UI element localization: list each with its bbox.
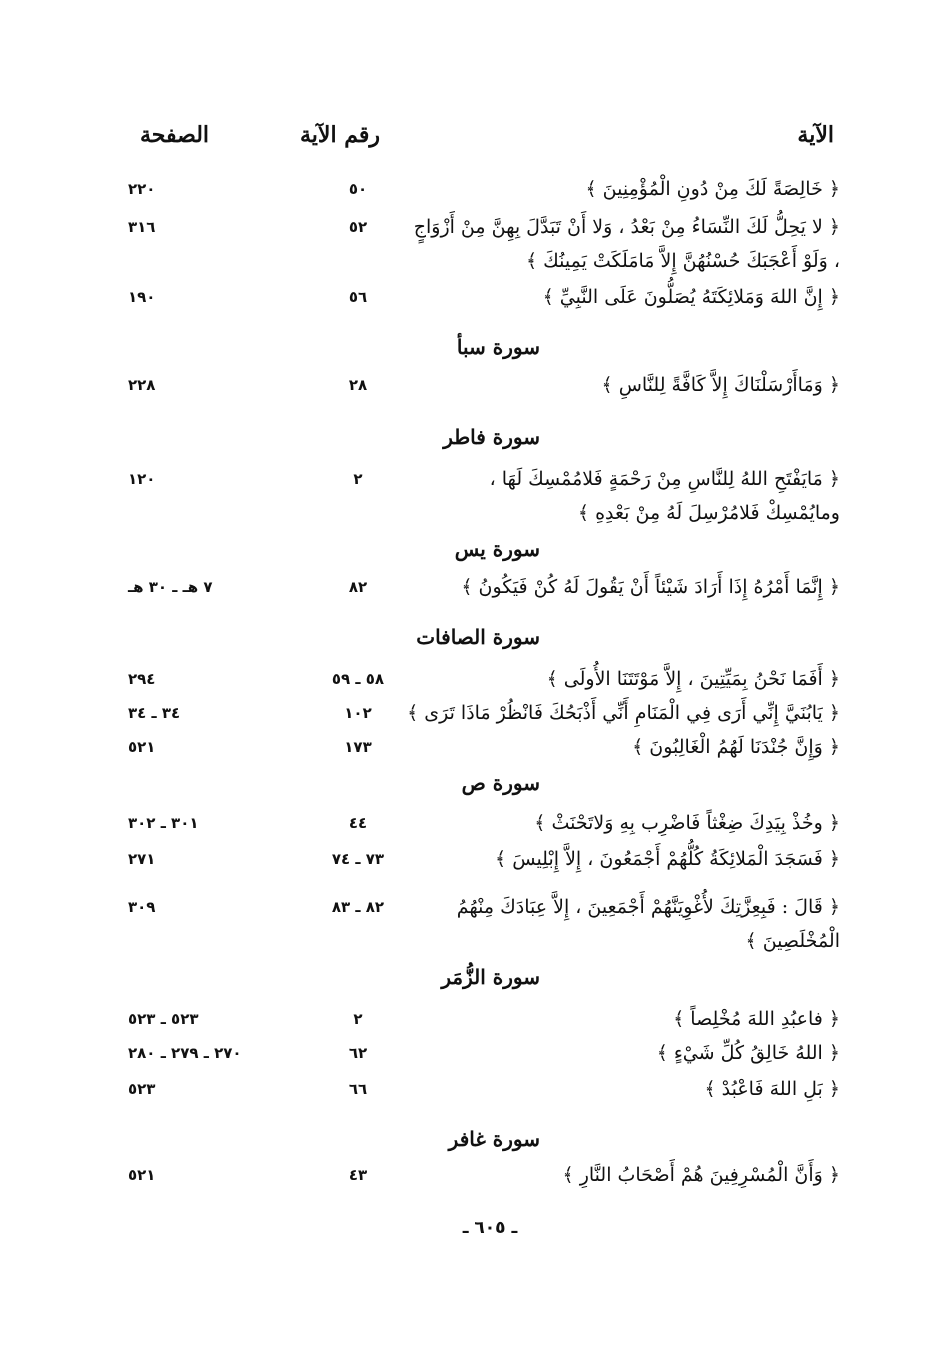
verse-text: ﴿ إِنَّ اللهَ وَمَلائِكَتَهُ يُصَلُّونَ عَلَى النَّبِيِّ ﴾ <box>542 286 840 308</box>
page-reference: ٥٢١ <box>128 738 156 756</box>
verse-row <box>0 806 942 840</box>
ayah-number: ٦٢ <box>348 1044 368 1062</box>
ayah-number: ١٠٢ <box>344 704 372 722</box>
surah-heading: سورة فاطر <box>443 425 540 449</box>
verse-text: ﴿ إِنَّمَا أَمْرُهُ إِذَا أَرَادَ شَيْئاً أَنْ يَقُولَ لَهُ كُنْ فَيَكُونُ ﴾ <box>461 576 840 598</box>
ayah-number: ٥٨ ـ ٥٩ <box>331 670 385 688</box>
ayah-number: ٢ <box>353 470 363 488</box>
ayah-number: ٢ <box>353 1010 363 1028</box>
verse-text: ﴿ قَالَ : فَبِعِزَّتِكَ لأُغْوِيَنَّهُمْ أَجْمَعِينَ ، إِلاَّ عِبَادَكَ مِنْهُمُ الْمُخْلَصِينَ ﴾ <box>456 896 840 952</box>
ayah-number: ٦٦ <box>348 1080 368 1098</box>
verse-row <box>0 368 942 402</box>
verse-text: ﴿ فَسَجَدَ الْمَلائِكَةُ كُلُّهُمْ أَجْمَعُونَ ، إِلاَّ إِبْلِيسَ ﴾ <box>495 848 840 870</box>
header-page: الصفحة <box>140 122 210 148</box>
verse-row <box>0 280 942 314</box>
verse-text: ﴿ وَأَنَّ الْمُسْرِفِينَ هُمْ أَصْحَابُ النَّارِ ﴾ <box>562 1164 840 1186</box>
page-reference: ٢٧٠ ـ ٢٧٩ ـ ٢٨٠ <box>128 1044 242 1062</box>
page-reference: ٣١٦ <box>128 218 156 236</box>
ayah-number: ٤٤ <box>348 814 368 832</box>
verse-text: ﴿ خَالِصَةً لَكَ مِنْ دُونِ الْمُؤْمِنِينَ ﴾ <box>585 178 840 200</box>
page-reference: ٢٢٠ <box>128 180 156 198</box>
surah-heading: سورة ص <box>461 771 540 795</box>
header-verse: الآية <box>797 122 834 148</box>
page-reference: ٣٠٩ <box>128 898 156 916</box>
verse-text: ﴿ بَلِ اللهَ فَاعْبُدْ ﴾ <box>704 1078 840 1100</box>
surah-heading: سورة سبأ <box>456 335 540 359</box>
ayah-number: ٥٠ <box>348 180 368 198</box>
page-reference: ٢٩٤ <box>128 670 156 688</box>
page-reference: ٥٢١ <box>128 1166 156 1184</box>
page-reference: ١٩٠ <box>128 288 156 306</box>
page-reference: ٢٧١ <box>128 850 156 868</box>
page-reference: ١٢٠ <box>128 470 156 488</box>
surah-heading-row <box>0 1122 942 1156</box>
surah-heading: سورة الصافات <box>416 625 540 649</box>
page-reference: ٥٢٣ ـ ٥٢٣ <box>128 1010 199 1028</box>
verse-row <box>0 890 942 952</box>
verse-text: ﴿ يَابُنَيَّ إِنِّي أَرَى فِي الْمَنَامِ أَنِّي أَذْبَحُكَ فَانْظُرْ مَاذَا تَرَى ﴾ <box>407 702 840 724</box>
verse-row <box>0 1158 942 1192</box>
ayah-number: ٨٢ ـ ٨٣ <box>331 898 385 916</box>
verse-text: ﴿ مَايَفْتَحِ اللهُ لِلنَّاسِ مِنْ رَحْمَةٍ فَلامُمْسِكَ لَهَا ، ومايُمْسِكْ فَلامُرْسِلَ لَهُ مِنْ بَعْدِهِ ﴾ <box>489 468 840 524</box>
verse-text: ﴿ فاعبُدِ اللهَ مُخْلِصاً ﴾ <box>673 1008 840 1030</box>
ayah-number: ٨٢ <box>348 578 368 596</box>
surah-heading-row <box>0 620 942 654</box>
surah-heading-row <box>0 960 942 994</box>
page-number: ـ ٦٠٥ ـ <box>462 1218 518 1238</box>
surah-heading-row <box>0 766 942 800</box>
verse-row <box>0 172 942 206</box>
verse-row <box>0 730 942 764</box>
verse-row <box>0 1036 942 1070</box>
surah-heading: سورة غافر <box>448 1127 540 1151</box>
ayah-number: ٥٦ <box>348 288 368 306</box>
ayah-number: ٢٨ <box>348 376 368 394</box>
page-reference: ٢٢٨ <box>128 376 156 394</box>
surah-heading-row <box>0 532 942 566</box>
page-reference: ٣٠١ ـ ٣٠٢ <box>128 814 199 832</box>
verse-text: ﴿ اللهُ خَالِقُ كُلِّ شَيْءٍ ﴾ <box>656 1042 840 1064</box>
page-reference: ٥٢٣ <box>128 1080 156 1098</box>
verse-row <box>0 662 942 696</box>
ayah-number: ٧٣ ـ ٧٤ <box>331 850 385 868</box>
ayah-number: ٤٣ <box>348 1166 368 1184</box>
verse-row <box>0 1072 942 1106</box>
verse-row <box>0 462 942 524</box>
verse-text: ﴿ أَفَمَا نَحْنُ بِمَيِّتِينَ ، إِلاَّ مَوْتَتَنَا الأُولَى ﴾ <box>546 668 840 690</box>
verse-row <box>0 210 942 272</box>
surah-heading: سورة الزُّمَر <box>441 965 540 989</box>
page-reference: ٧ هـ ـ ٣٠ هـ <box>128 578 213 596</box>
verse-row <box>0 570 942 604</box>
verse-row <box>0 696 942 730</box>
verse-text: ﴿ وَإِنَّ جُنْدَنَا لَهُمُ الْغَالِبُونَ ﴾ <box>632 736 840 758</box>
ayah-number: ٥٢ <box>348 218 368 236</box>
header-ayah-number: رقم الآية <box>300 122 381 148</box>
verse-row <box>0 1002 942 1036</box>
surah-heading-row <box>0 330 942 364</box>
verse-text: ﴿ لا يَحِلُّ لَكَ النِّسَاءُ مِنْ بَعْدُ ، وَلا أَنْ تَبَدَّلَ بِهِنَّ مِنْ أَزْوَاجٍ ، وَلَوْ أَعْجَبَكَ حُسْنُهُنَّ إِلاَّ مَامَلَكَتْ يَمِينُكَ ﴾ <box>413 216 840 272</box>
surah-heading-row <box>0 420 942 454</box>
verse-text: ﴿ وَمَاأَرْسَلْنَاكَ إِلاَّ كَافَّةً لِلنَّاسِ ﴾ <box>601 374 840 396</box>
verse-text: ﴿ وخُذْ بِيَدِكَ ضِغْثاً فَاضْرِب بِهِ وَلاتَحْنَثْ ﴾ <box>534 812 840 834</box>
verse-row <box>0 842 942 876</box>
surah-heading: سورة يس <box>454 537 540 561</box>
page-reference: ٣٤ ـ ٣٤ <box>128 704 181 722</box>
ayah-number: ١٧٣ <box>344 738 372 756</box>
